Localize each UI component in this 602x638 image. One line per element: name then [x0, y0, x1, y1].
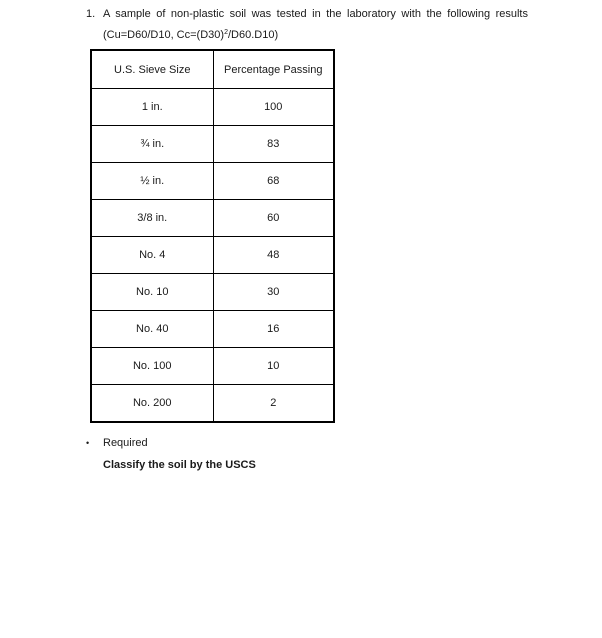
percent-passing-cell: 68 [213, 163, 334, 200]
question-line [86, 6, 528, 22]
percent-passing-cell: 48 [213, 237, 334, 274]
sieve-size-cell: ¾ in. [91, 126, 213, 163]
table-row [91, 348, 334, 385]
percent-passing-cell: 100 [213, 89, 334, 126]
table-row [91, 89, 334, 126]
percent-passing-cell: 16 [213, 311, 334, 348]
sieve-analysis-table [90, 49, 335, 423]
sieve-size-cell: No. 4 [91, 237, 213, 274]
sieve-size-cell: 1 in. [91, 89, 213, 126]
table-row [91, 237, 334, 274]
table-row [91, 163, 334, 200]
formula-suffix: /D60.D10) [227, 29, 279, 41]
question-number: 1. [86, 8, 96, 20]
header-sieve-size: U.S. Sieve Size [91, 50, 213, 89]
formula-superscript: 2 [224, 29, 228, 36]
question-text: A sample of non-plastic soil was tested in the laboratory with the following results [103, 8, 528, 20]
required-label: Required [103, 437, 148, 449]
percent-passing-cell: 60 [213, 200, 334, 237]
required-task: Classify the soil by the USCS [103, 459, 256, 471]
percent-passing-cell: 83 [213, 126, 334, 163]
sieve-size-cell: ½ in. [91, 163, 213, 200]
sieve-size-cell: 3/8 in. [91, 200, 213, 237]
sieve-size-cell: No. 200 [91, 385, 213, 423]
table-header-row [91, 50, 334, 89]
sieve-size-cell: No. 10 [91, 274, 213, 311]
table-row [91, 274, 334, 311]
required-line [86, 435, 148, 451]
bullet-icon: • [86, 438, 90, 448]
percent-passing-cell: 30 [213, 274, 334, 311]
sieve-size-cell: No. 100 [91, 348, 213, 385]
table-row [91, 126, 334, 163]
table-row [91, 385, 334, 423]
percent-passing-cell: 2 [213, 385, 334, 423]
table-row [91, 311, 334, 348]
formula-prefix: (Cu=D60/D10, Cc=(D30) [103, 29, 225, 41]
sieve-size-cell: No. 40 [91, 311, 213, 348]
table-row [91, 200, 334, 237]
formula-line [103, 27, 278, 43]
percent-passing-cell: 10 [213, 348, 334, 385]
header-percentage-passing: Percentage Passing [213, 50, 334, 89]
